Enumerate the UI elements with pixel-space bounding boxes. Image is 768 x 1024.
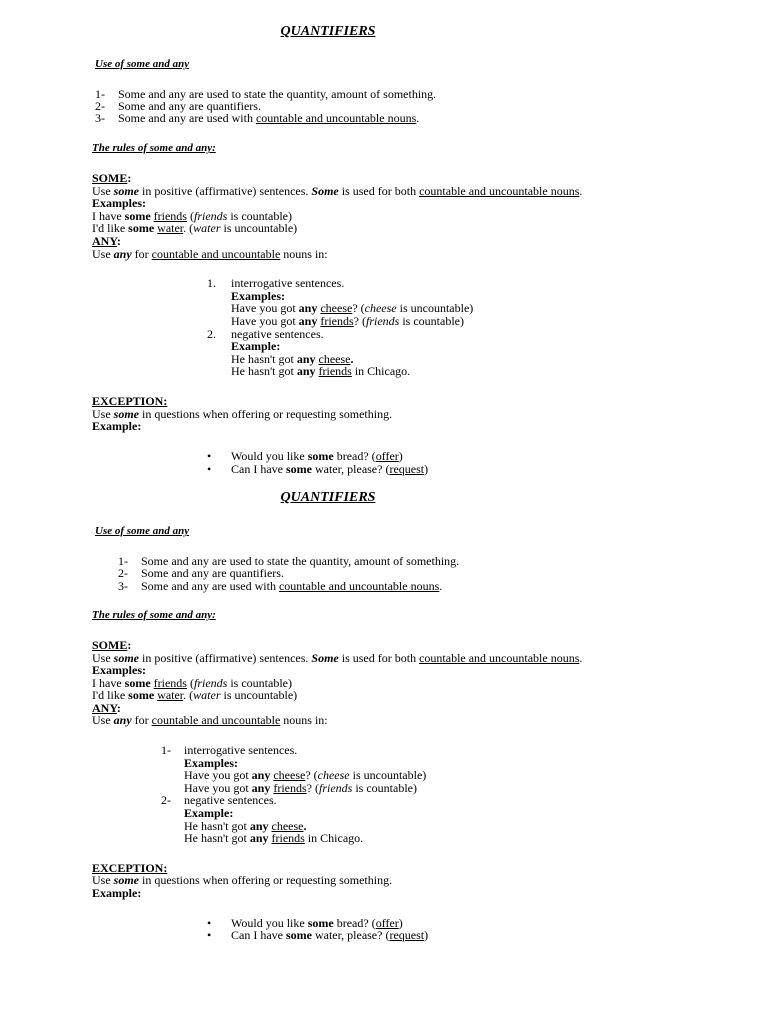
intro-item-2: Some and any are quantifiers. bbox=[118, 99, 261, 113]
list-number: 2- bbox=[118, 566, 128, 580]
intro-item-1: Some and any are used to state the quantity, amount of something. bbox=[118, 87, 437, 101]
list-number: 1- bbox=[118, 554, 128, 568]
example-friends-negative: He hasn't got any friends in Chicago. bbox=[184, 831, 364, 845]
list-number: 1- bbox=[95, 87, 105, 101]
list-number: 1. bbox=[207, 276, 216, 290]
request-example: Can I have some water, please? (request) bbox=[231, 462, 429, 476]
rules-heading: The rules of some and any: bbox=[92, 609, 216, 621]
bullet-icon: • bbox=[207, 916, 212, 930]
list-number: 3- bbox=[118, 579, 128, 593]
examples-label: Examples: bbox=[92, 196, 146, 210]
interrogative-item: interrogative sentences. bbox=[184, 743, 298, 757]
interrogative-item: interrogative sentences. bbox=[231, 276, 345, 290]
intro-item-3: Some and any are used with countable and uncountable nouns. bbox=[118, 111, 420, 125]
list-number: 1- bbox=[161, 743, 171, 757]
example-label: Example: bbox=[184, 806, 234, 820]
some-heading: SOME: bbox=[92, 638, 132, 652]
use-heading: Use of some and any bbox=[95, 58, 190, 70]
intro-item-2: Some and any are quantifiers. bbox=[141, 566, 284, 580]
example-cheese-negative: He hasn't got any cheese. bbox=[231, 352, 354, 366]
bullet-icon: • bbox=[207, 928, 212, 942]
page-title: QUANTIFIERS bbox=[280, 24, 376, 39]
intro-item-3: Some and any are used with countable and uncountable nouns. bbox=[141, 579, 443, 593]
any-heading: ANY: bbox=[92, 234, 121, 248]
examples-label: Examples: bbox=[184, 756, 238, 770]
offer-example: Would you like some bread? (offer) bbox=[231, 916, 403, 930]
intro-item-1: Some and any are used to state the quantity, amount of something. bbox=[141, 554, 460, 568]
examples-label: Examples: bbox=[92, 663, 146, 677]
bullet-icon: • bbox=[207, 462, 212, 476]
offer-example: Would you like some bread? (offer) bbox=[231, 449, 403, 463]
exception-description: Use some in questions when offering or requesting something. bbox=[92, 407, 393, 421]
bullet-icon: • bbox=[207, 449, 212, 463]
list-number: 2- bbox=[161, 793, 171, 807]
example-cheese-question: Have you got any cheese? (cheese is uncountable) bbox=[184, 768, 427, 782]
example-friends-negative: He hasn't got any friends in Chicago. bbox=[231, 364, 411, 378]
negative-item: negative sentences. bbox=[184, 793, 277, 807]
example-cheese-question: Have you got any cheese? (cheese is uncountable) bbox=[231, 301, 474, 315]
exception-description: Use some in questions when offering or requesting something. bbox=[92, 873, 393, 887]
example-cheese-negative: He hasn't got any cheese. bbox=[184, 819, 307, 833]
use-heading: Use of some and any bbox=[95, 525, 190, 537]
page-title: QUANTIFIERS bbox=[280, 490, 376, 505]
exception-heading: EXCEPTION: bbox=[92, 861, 168, 875]
example-friends: I have some friends (friends is countable) bbox=[92, 676, 292, 690]
some-description: Use some in positive (affirmative) sentences. Some is used for both countable and uncountable nouns. bbox=[92, 184, 583, 198]
some-description: Use some in positive (affirmative) sentences. Some is used for both countable and uncountable nouns. bbox=[92, 651, 583, 665]
list-number: 2- bbox=[95, 99, 105, 113]
any-heading: ANY: bbox=[92, 701, 121, 715]
example-water: I'd like some water. (water is uncountable) bbox=[92, 688, 298, 702]
example-friends-question: Have you got any friends? (friends is countable) bbox=[231, 314, 464, 328]
request-example: Can I have some water, please? (request) bbox=[231, 928, 429, 942]
any-description: Use any for countable and uncountable nouns in: bbox=[92, 247, 328, 261]
example-label: Example: bbox=[231, 339, 281, 353]
example-water: I'd like some water. (water is uncountable) bbox=[92, 221, 298, 235]
exception-heading: EXCEPTION: bbox=[92, 394, 168, 408]
list-number: 3- bbox=[95, 111, 105, 125]
example-label: Example: bbox=[92, 419, 142, 433]
examples-label: Examples: bbox=[231, 289, 285, 303]
some-heading: SOME: bbox=[92, 171, 132, 185]
list-number: 2. bbox=[207, 327, 216, 341]
any-description: Use any for countable and uncountable nouns in: bbox=[92, 713, 328, 727]
example-label: Example: bbox=[92, 886, 142, 900]
rules-heading: The rules of some and any: bbox=[92, 142, 216, 154]
example-friends: I have some friends (friends is countable) bbox=[92, 209, 292, 223]
negative-item: negative sentences. bbox=[231, 327, 324, 341]
example-friends-question: Have you got any friends? (friends is countable) bbox=[184, 781, 417, 795]
